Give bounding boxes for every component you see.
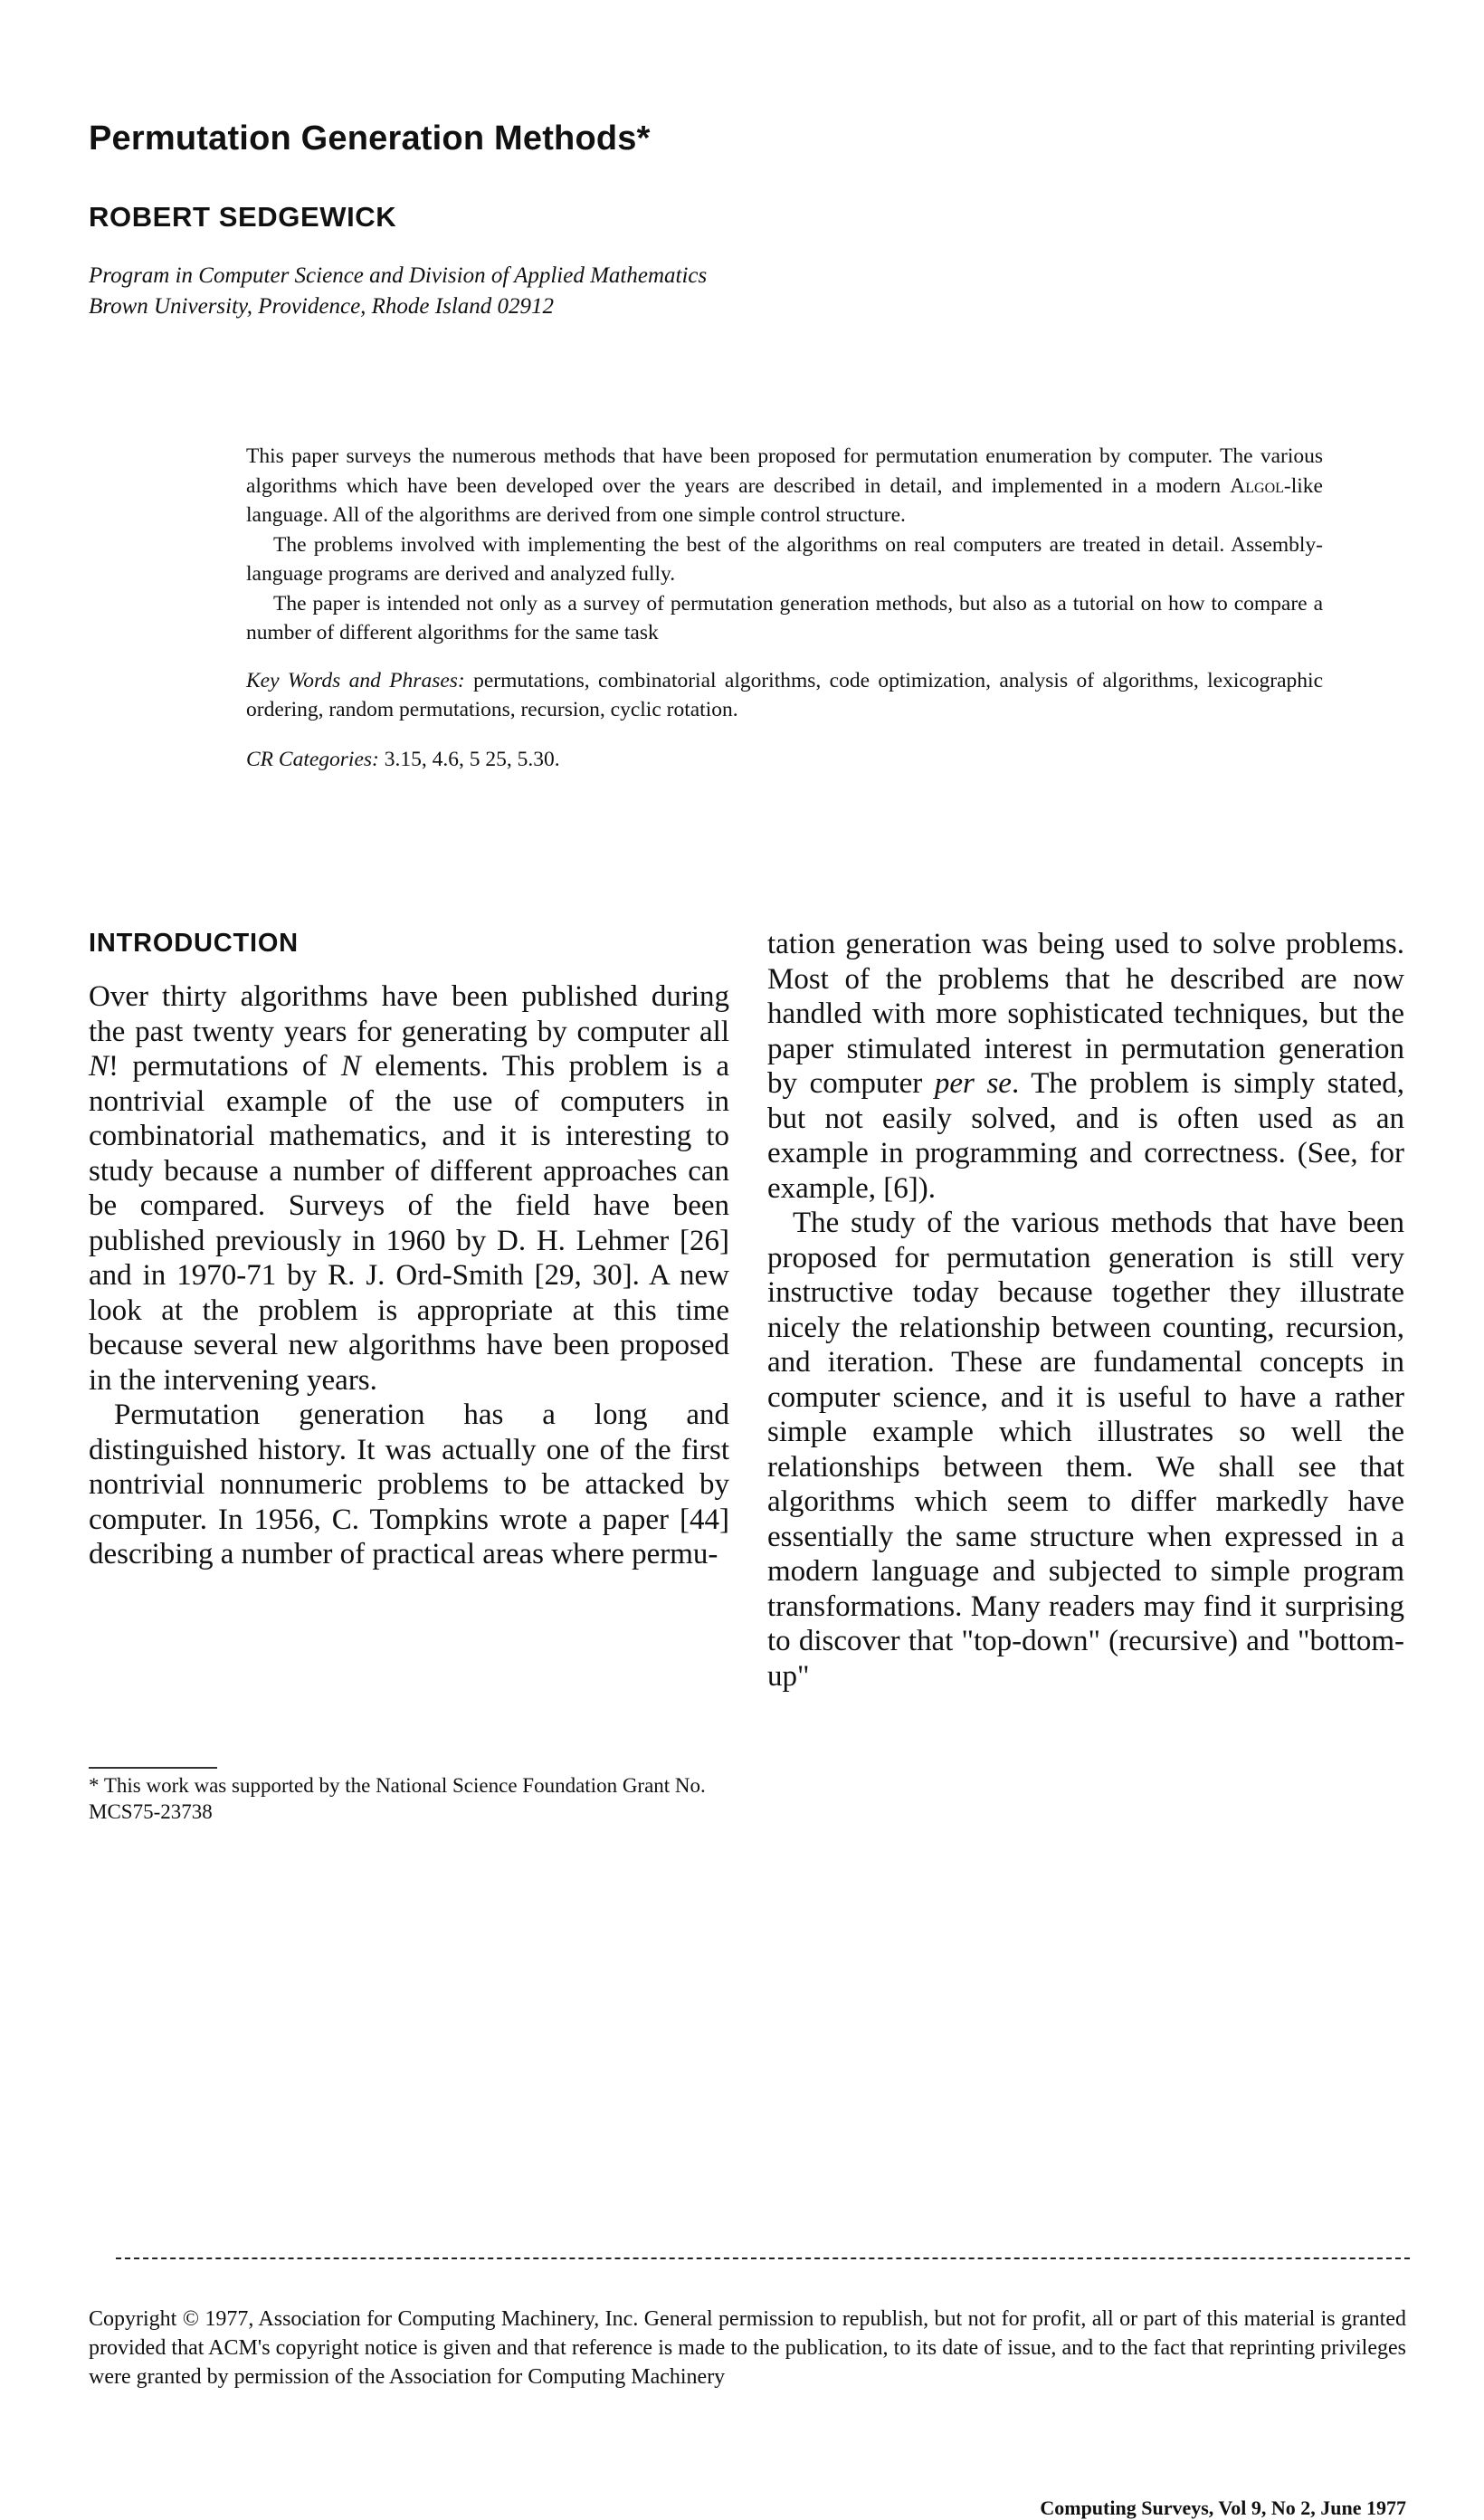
body-paragraph [767,927,1404,1206]
left-column [89,979,729,1572]
right-column [767,927,1404,1694]
abstract-text: -like language. All of the algorithms are derived from one simple control structure. [246,473,1323,527]
math-symbol: N [89,1050,109,1083]
footnote-rule [89,1767,217,1769]
cr-categories [246,745,1323,775]
copyright-notice: Copyright © 1977, Association for Computing Machinery, Inc. General permission to republish, but not for profit, all or part of this material is granted provided that ACM's copyright notice is given and that reference is made to the publication, to its date of issue, and to the fact that reprinting privileges were granted by permission of the Association for Computing Machinery [89,2307,1406,2389]
body-paragraph [89,979,729,1398]
keywords-label: Key Words and Phrases: [246,668,465,692]
body-text: . The problem is simply stated, but not easily solved, and is often used as an example in programming and correctness. (See, for example, [6]). [767,1067,1404,1205]
paper-title: Permutation Generation Methods* [89,119,651,158]
body-text: Over thirty algorithms have been published during the past twenty years for generating by computer all [89,980,729,1048]
body-paragraph: The study of the various methods that have been proposed for permutation generation is still very instructive today because together they illustrate nicely the relationship between counting, recursion, and iteration. These are fundamental concepts in computer science, and it is useful to have a rather simple example which illustrates so well the relationships between them. We shall see that algorithms which seem to differ markedly have essentially the same structure when expressed in a modern language and subjected to simple program transformations. Many readers may find it surprising to discover that "top-down" (recursive) and "bottom-up" [767,1207,1404,1693]
body-text: tation generation was being used to solve problems. Most of the problems that he described are now handled with more sophisticated techniques, but the paper stimulated interest in permutation generation by computer [767,928,1404,1100]
math-symbol: N [340,1050,361,1083]
body-paragraph: Permutation generation has a long and distinguished history. It was actually one of the first nontrivial nonnumeric problems to be attacked by computer. In 1956, C. Tompkins wrote a paper [44] describing a number of practical areas where permu- [89,1398,729,1570]
section-heading: INTRODUCTION [89,929,299,958]
author-name: ROBERT SEDGEWICK [89,201,397,233]
affiliation-line: Program in Computer Science and Division of Applied Mathematics [89,263,708,288]
running-footer: Computing Surveys, Vol 9, No 2, June 1977 [1040,2496,1406,2519]
cr-categories-label: CR Categories: [246,747,379,771]
affiliation-line: Brown University, Providence, Rhode Island 02912 [89,294,555,319]
abstract-paragraph: The problems involved with implementing the best of the algorithms on real computers are treated in detail. Assembly-language programs are derived and analyzed fully. [246,532,1323,586]
abstract-text: This paper surveys the numerous methods that have been proposed for permutation enumeration by computer. The various algorithms which have been developed over the years are described in detail, and implemented in a modern [246,444,1323,498]
abstract [246,442,1323,774]
copyright-divider [116,2258,1410,2259]
footnote: * This work was supported by the National Science Foundation Grant No. MCS75-23738 [89,1774,706,1823]
keywords-list: permutations, combinatorial algorithms, code optimization, analysis of algorithms, lexicographic ordering, random permutations, recursion, cyclic rotation. [246,668,1324,721]
keywords [246,666,1323,725]
affiliation [89,261,707,322]
cr-categories-values: 3.15, 4.6, 5 25, 5.30. [378,747,560,771]
abstract-paragraph [246,442,1323,530]
body-text: elements. This problem is a nontrivial example of the use of computers in combinatorial mathematics, and it is interesting to study because a number of different approaches can be compared. Surveys of the field have been published previously in 1960 by D. H. Lehmer [26] and in 1970-71 by R. J. Ord-Smith [29, 30]. A new look at the problem is appropriate at this time because several new algorithms have been proposed in the intervening years. [89,1050,729,1397]
italic-term: per se [934,1067,1012,1100]
abstract-paragraph: The paper is intended not only as a survey of permutation generation methods, but also as a tutorial on how to compare a number of different algorithms for the same task [246,591,1323,644]
body-text: ! permutations of [109,1050,341,1083]
algol-term: Algol [1230,473,1284,498]
